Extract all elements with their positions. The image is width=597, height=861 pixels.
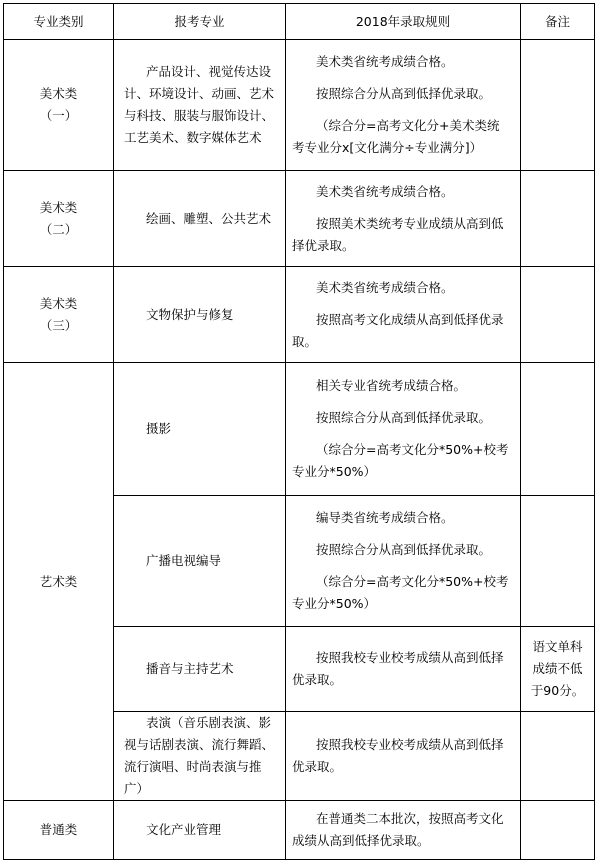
rules-cell xyxy=(286,267,521,363)
category-line: 美术类 xyxy=(39,86,78,101)
note-cell xyxy=(521,40,595,171)
rules-cell xyxy=(286,171,521,267)
rule-line: 在普通类二本批次，按照高考文化成绩从高到低择优录取。 xyxy=(292,811,504,848)
rule-line: 按照综合分从高到低择优录取。 xyxy=(316,86,492,101)
header-note: 备注 xyxy=(521,4,595,40)
rules-cell xyxy=(286,363,521,496)
header-row xyxy=(4,4,595,40)
rule-line: 按照综合分从高到低择优录取。 xyxy=(316,542,492,557)
note-cell xyxy=(521,171,595,267)
major-cell: 产品设计、视觉传达设计、环境设计、动画、艺术与科技、服装与服饰设计、工艺美术、数字媒体艺术 xyxy=(114,40,286,171)
admission-rules-table xyxy=(3,3,595,860)
major-cell: 播音与主持艺术 xyxy=(114,627,286,712)
rule-line: 美术类省统考成绩合格。 xyxy=(316,54,454,69)
rules-cell xyxy=(286,40,521,171)
table-row xyxy=(4,363,595,496)
category-line: 艺术类 xyxy=(39,573,78,589)
category-cell xyxy=(4,40,114,171)
category-line: （一） xyxy=(39,108,78,123)
rule-line: （综合分=高考文化分*50%+校考专业分*50%） xyxy=(292,574,509,611)
category-line: （三） xyxy=(39,317,78,333)
note-cell xyxy=(521,801,595,860)
rule-line: （综合分=高考文化分+美术类统考专业分x[文化满分÷专业满分]） xyxy=(292,118,500,155)
rule-line: 按照高考文化成绩从高到低择优录取。 xyxy=(292,311,504,349)
rule-line: 美术类省统考成绩合格。 xyxy=(316,279,454,295)
major-cell: 文物保护与修复 xyxy=(114,267,286,363)
note-cell xyxy=(521,627,595,712)
category-cell xyxy=(4,363,114,801)
rule-line: 编导类省统考成绩合格。 xyxy=(316,510,454,525)
rules-cell xyxy=(286,496,521,627)
note-cell xyxy=(521,267,595,363)
header-category: 专业类别 xyxy=(4,4,114,40)
rules-cell xyxy=(286,801,521,860)
rules-cell xyxy=(286,627,521,712)
major-cell: 文化产业管理 xyxy=(114,801,286,860)
table-row xyxy=(4,40,595,171)
table-row xyxy=(4,267,595,363)
category-line: （二） xyxy=(39,221,78,237)
note-text: 语文单科成绩不低于90分。 xyxy=(530,639,585,698)
category-line: 美术类 xyxy=(39,295,78,311)
major-cell: 广播电视编导 xyxy=(114,496,286,627)
rule-line: 按照综合分从高到低择优录取。 xyxy=(316,410,492,425)
category-cell xyxy=(4,267,114,363)
table-row xyxy=(4,801,595,860)
note-cell xyxy=(521,496,595,627)
rule-line: 按照美术类统考专业成绩从高到低择优录取。 xyxy=(292,215,504,253)
rules-cell xyxy=(286,712,521,801)
major-cell: 摄影 xyxy=(114,363,286,496)
header-major: 报考专业 xyxy=(114,4,286,40)
major-cell: 表演（音乐剧表演、影视与话剧表演、流行舞蹈、流行演唱、时尚表演与推广） xyxy=(114,712,286,801)
category-line: 美术类 xyxy=(39,199,78,215)
major-cell: 绘画、雕塑、公共艺术 xyxy=(114,171,286,267)
rule-line: 美术类省统考成绩合格。 xyxy=(316,183,454,199)
rule-line: 按照我校专业校考成绩从高到低择优录取。 xyxy=(292,737,504,774)
category-cell xyxy=(4,171,114,267)
table-row xyxy=(4,171,595,267)
category-line: 普通类 xyxy=(39,822,78,837)
note-cell xyxy=(521,712,595,801)
rule-line: 相关专业省统考成绩合格。 xyxy=(316,378,467,393)
header-rules: 2018年录取规则 xyxy=(286,4,521,40)
rule-line: 按照我校专业校考成绩从高到低择优录取。 xyxy=(292,650,504,687)
category-cell xyxy=(4,801,114,860)
note-cell xyxy=(521,363,595,496)
rule-line: （综合分=高考文化分*50%+校考专业分*50%） xyxy=(292,442,509,479)
